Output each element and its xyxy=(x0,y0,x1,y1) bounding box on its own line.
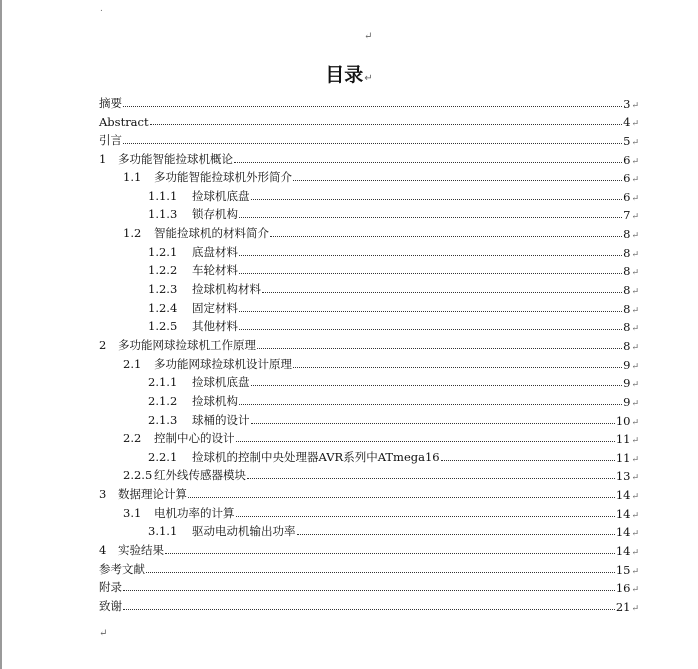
toc-entry-label: 捡球机构 xyxy=(192,393,238,408)
paragraph-mark: ↵ xyxy=(631,137,639,148)
toc-page-number: 9 xyxy=(623,394,631,409)
toc-entry[interactable] xyxy=(99,502,639,521)
toc-page-number: 16 xyxy=(615,581,631,596)
toc-page-number: 6 xyxy=(623,171,631,186)
toc-entry-label: Abstract xyxy=(99,115,149,130)
toc-entry-title xyxy=(148,374,250,390)
corner-mark: . xyxy=(100,4,103,14)
paragraph-mark: ↵ xyxy=(631,529,639,540)
paragraph-mark: ↵ xyxy=(631,231,639,242)
toc-entry-number: 2.2.5 xyxy=(123,468,153,483)
toc-entry-title xyxy=(99,337,256,353)
toc-page-number: 8 xyxy=(623,264,631,279)
toc-page-number: 6 xyxy=(623,189,631,204)
toc-entry[interactable] xyxy=(99,92,639,111)
paragraph-mark: ↵ xyxy=(631,249,639,260)
toc-entry-label: 锁存机构 xyxy=(192,207,238,222)
dot-leader xyxy=(239,217,622,218)
toc-entry-title xyxy=(99,151,233,167)
toc-entry-label: 摘要 xyxy=(99,95,122,110)
paragraph-mark: ↵ xyxy=(631,454,639,465)
dot-leader xyxy=(247,478,615,479)
toc-entry[interactable] xyxy=(99,185,639,204)
toc-entry-number: 2.1.1 xyxy=(148,375,178,390)
toc-entry[interactable] xyxy=(99,316,639,335)
toc-entry-number: 1.2.4 xyxy=(148,300,178,315)
paragraph-mark: ↵ xyxy=(364,73,373,84)
toc-page-number: 15 xyxy=(615,562,631,577)
toc-entry[interactable] xyxy=(99,372,639,391)
dot-leader xyxy=(150,124,623,125)
toc-page-number: 8 xyxy=(623,245,631,260)
dot-leader xyxy=(234,162,622,163)
toc-entry-number: 4 xyxy=(99,543,107,558)
dot-leader xyxy=(239,311,622,312)
toc-entry-label: 控制中心的设计 xyxy=(154,431,235,446)
toc-title xyxy=(0,60,698,87)
toc-entry-title xyxy=(99,95,122,111)
dot-leader xyxy=(251,423,615,424)
paragraph-mark: ↵ xyxy=(631,100,639,111)
toc-page-number: 5 xyxy=(623,133,631,148)
paragraph-mark: ↵ xyxy=(631,398,639,409)
toc-page-number: 11 xyxy=(615,432,631,447)
toc-page-number: 3 xyxy=(623,96,631,111)
table-of-contents xyxy=(99,92,639,614)
paragraph-mark: ↵ xyxy=(631,548,639,559)
toc-entry-title xyxy=(148,206,238,222)
toc-entry-title xyxy=(99,486,187,502)
toc-entry-label: 多功能智能捡球机外形简介 xyxy=(154,170,292,185)
toc-entry[interactable] xyxy=(99,577,639,596)
toc-entry-label: 电机功率的计算 xyxy=(154,505,235,520)
paragraph-mark: ↵ xyxy=(631,119,639,130)
toc-entry-title xyxy=(99,598,122,614)
toc-page-number: 8 xyxy=(623,320,631,335)
paragraph-mark: ↵ xyxy=(631,305,639,316)
dot-leader xyxy=(257,348,622,349)
dot-leader xyxy=(236,516,615,517)
dot-leader xyxy=(239,329,622,330)
toc-entry-number: 1.1.1 xyxy=(148,188,178,203)
toc-page-number: 14 xyxy=(615,525,631,540)
paragraph-mark: ↵ xyxy=(631,492,639,503)
toc-entry-label: 多功能智能捡球机概论 xyxy=(118,151,233,166)
paragraph-mark: ↵ xyxy=(631,175,639,186)
toc-page-number: 13 xyxy=(615,469,631,484)
toc-entry-title xyxy=(99,579,122,595)
toc-page-number: 8 xyxy=(623,283,631,298)
dot-leader xyxy=(123,143,622,144)
paragraph-mark: ↵ xyxy=(631,156,639,167)
toc-page-number: 9 xyxy=(623,357,631,372)
toc-entry-number: 1.2 xyxy=(123,226,142,241)
toc-entry[interactable] xyxy=(99,241,639,260)
toc-entry[interactable] xyxy=(99,148,639,167)
dot-leader xyxy=(262,292,622,293)
toc-entry-title xyxy=(148,262,238,278)
toc-page-number: 21 xyxy=(615,599,631,614)
toc-entry-number: 2.1.3 xyxy=(148,412,178,427)
toc-entry-label: 数据理论计算 xyxy=(118,487,187,502)
toc-page-number: 10 xyxy=(615,413,631,428)
paragraph-mark: ↵ xyxy=(631,342,639,353)
toc-entry-title xyxy=(148,188,250,204)
dot-leader xyxy=(239,404,622,405)
toc-entry-title xyxy=(99,561,145,577)
toc-entry[interactable] xyxy=(99,446,639,465)
toc-entry-title xyxy=(148,449,440,465)
toc-entry[interactable] xyxy=(99,204,639,223)
toc-entry-label: 致谢 xyxy=(99,598,122,613)
toc-entry-number: 1.2.5 xyxy=(148,319,178,334)
toc-entry-label: 捡球机的控制中央处理器AVR系列中ATmega16 xyxy=(192,449,440,464)
toc-page-number: 14 xyxy=(615,544,631,559)
toc-entry-title xyxy=(99,115,149,129)
toc-entry-title xyxy=(148,523,296,539)
paragraph-mark: ↵ xyxy=(631,324,639,335)
toc-entry-label: 多功能网球捡球机设计原理 xyxy=(154,356,292,371)
paragraph-mark: ↵ xyxy=(631,603,639,614)
toc-entry-title xyxy=(123,430,235,446)
dot-leader xyxy=(293,180,622,181)
toc-entry-number: 2.1.2 xyxy=(148,393,178,408)
toc-entry-label: 固定材料 xyxy=(192,300,238,315)
paragraph-mark: ↵ xyxy=(631,212,639,223)
toc-entry[interactable] xyxy=(99,539,639,558)
toc-page-number: 8 xyxy=(623,227,631,242)
paragraph-mark: ↵ xyxy=(631,585,639,596)
dot-leader xyxy=(441,460,615,461)
toc-entry-label: 底盘材料 xyxy=(192,244,238,259)
toc-entry-title xyxy=(123,467,246,483)
toc-page-number: 9 xyxy=(623,376,631,391)
toc-entry-label: 实验结果 xyxy=(118,543,164,558)
toc-page-number: 6 xyxy=(623,152,631,167)
toc-entry[interactable] xyxy=(99,278,639,297)
toc-entry[interactable] xyxy=(99,595,639,614)
toc-entry[interactable] xyxy=(99,222,639,241)
toc-page-number: 8 xyxy=(623,338,631,353)
toc-entry-number: 3 xyxy=(99,487,107,502)
dot-leader xyxy=(239,273,622,274)
dot-leader xyxy=(251,385,623,386)
toc-page-number: 11 xyxy=(615,450,631,465)
paragraph-mark: ↵ xyxy=(631,361,639,372)
toc-entry-label: 捡球机构材料 xyxy=(192,282,261,297)
paragraph-mark: ↵ xyxy=(631,268,639,279)
toc-entry-number: 1.2.1 xyxy=(148,244,178,259)
toc-entry-label: 车轮材料 xyxy=(192,263,238,278)
toc-entry-title xyxy=(148,318,238,334)
toc-entry-title xyxy=(123,225,269,241)
toc-entry[interactable] xyxy=(99,334,639,353)
toc-entry-number: 2.2 xyxy=(123,431,142,446)
dot-leader xyxy=(293,367,622,368)
dot-leader xyxy=(188,497,615,498)
toc-entry-label: 驱动电动机输出功率 xyxy=(192,524,296,539)
dot-leader xyxy=(123,106,622,107)
toc-entry-label: 引言 xyxy=(99,132,122,147)
toc-entry[interactable] xyxy=(99,129,639,148)
toc-entry-number: 2 xyxy=(99,337,107,352)
toc-page-number: 4 xyxy=(623,115,631,130)
toc-entry-title xyxy=(148,244,238,260)
paragraph-mark: ↵ xyxy=(631,287,639,298)
toc-title-text: 目录 xyxy=(325,64,364,86)
toc-entry-label: 捡球机底盘 xyxy=(192,375,250,390)
toc-entry-label: 捡球机底盘 xyxy=(192,188,250,203)
toc-entry-title xyxy=(123,505,235,521)
page-left-edge xyxy=(0,0,2,669)
toc-entry-title xyxy=(148,281,261,297)
toc-entry-label: 多功能网球捡球机工作原理 xyxy=(118,337,256,352)
paragraph-mark: ↵ xyxy=(631,566,639,577)
toc-entry-number: 1.1.3 xyxy=(148,207,178,222)
toc-entry[interactable] xyxy=(99,353,639,372)
paragraph-mark: ↵ xyxy=(631,193,639,204)
toc-entry[interactable] xyxy=(99,111,639,130)
toc-entry[interactable] xyxy=(99,428,639,447)
toc-entry-number: 1.2.2 xyxy=(148,263,178,278)
dot-leader xyxy=(270,236,622,237)
toc-entry[interactable] xyxy=(99,409,639,428)
toc-entry[interactable] xyxy=(99,167,639,186)
dot-leader xyxy=(123,590,615,591)
toc-entry-number: 2.1 xyxy=(123,356,142,371)
toc-page-number: 14 xyxy=(615,488,631,503)
toc-entry[interactable] xyxy=(99,260,639,279)
toc-entry[interactable] xyxy=(99,390,639,409)
toc-entry-title xyxy=(123,169,292,185)
dot-leader xyxy=(239,255,622,256)
toc-page-number: 14 xyxy=(615,506,631,521)
toc-entry-label: 红外线传感器模块 xyxy=(154,468,246,483)
toc-entry[interactable] xyxy=(99,521,639,540)
paragraph-mark-top: ↵ xyxy=(364,31,373,42)
toc-entry-number: 2.2.1 xyxy=(148,449,178,464)
paragraph-mark: ↵ xyxy=(631,510,639,521)
paragraph-mark: ↵ xyxy=(631,473,639,484)
toc-entry-label: 参考文献 xyxy=(99,561,145,576)
toc-entry-title xyxy=(148,393,238,409)
toc-entry-number: 1.2.3 xyxy=(148,282,178,297)
toc-page-number: 8 xyxy=(623,301,631,316)
dot-leader xyxy=(146,572,615,573)
toc-entry[interactable] xyxy=(99,465,639,484)
paragraph-mark: ↵ xyxy=(631,380,639,391)
toc-entry-title xyxy=(99,542,164,558)
dot-leader xyxy=(297,534,615,535)
toc-entry-number: 3.1.1 xyxy=(148,524,178,539)
toc-entry-title xyxy=(123,356,292,372)
paragraph-mark: ↵ xyxy=(631,417,639,428)
toc-page-number: 7 xyxy=(623,208,631,223)
paragraph-mark-bottom: ↵ xyxy=(99,628,108,639)
dot-leader xyxy=(236,441,615,442)
toc-entry-title xyxy=(148,300,238,316)
toc-entry-number: 1 xyxy=(99,151,107,166)
toc-entry[interactable] xyxy=(99,297,639,316)
paragraph-mark: ↵ xyxy=(631,436,639,447)
toc-entry-label: 其他材料 xyxy=(192,319,238,334)
toc-entry-title xyxy=(99,132,122,148)
dot-leader xyxy=(123,609,615,610)
toc-entry-title xyxy=(148,412,250,428)
toc-entry[interactable] xyxy=(99,558,639,577)
toc-entry-label: 附录 xyxy=(99,580,122,595)
toc-entry-number: 1.1 xyxy=(123,170,142,185)
toc-entry-number: 3.1 xyxy=(123,505,142,520)
toc-entry-label: 球桶的设计 xyxy=(192,412,250,427)
dot-leader xyxy=(165,553,615,554)
dot-leader xyxy=(251,199,623,200)
toc-entry[interactable] xyxy=(99,483,639,502)
toc-entry-label: 智能捡球机的材料简介 xyxy=(154,226,269,241)
